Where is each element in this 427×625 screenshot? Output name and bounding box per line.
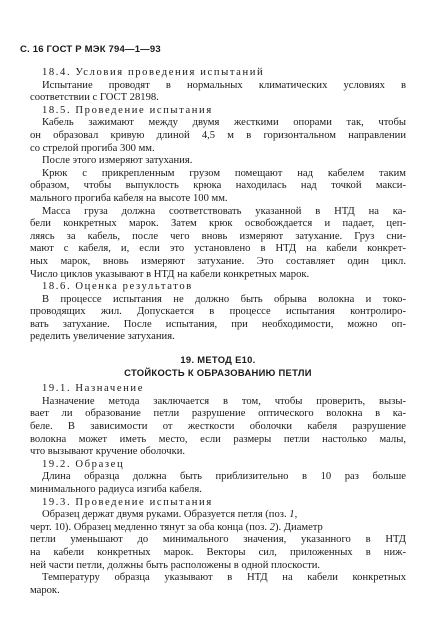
text-line: ляясь за кабель, после чего вновь измеряют затухание. Груз сни-	[30, 230, 406, 242]
text-line: вать затухание. После испытания, при необходимости, можно оп-	[30, 318, 406, 330]
text-line: на кабели конкретных марок. Векторы сил, приложенных в ниж-	[30, 546, 406, 558]
text-line: ней части петли, должны быть расположены в одной плоскости.	[30, 559, 321, 571]
subsection-heading-19-2: 19.2. Образец	[42, 458, 125, 470]
text-line: Крюк с прикрепленным грузом помещают над кабелем таким	[42, 167, 406, 179]
text-line: Назначение метода заключается в том, чтобы проверить, вызы-	[42, 395, 406, 407]
text-line: минимального радиуса изгиба кабеля.	[30, 484, 202, 495]
document-body	[30, 67, 406, 597]
text-line: Испытание проводят в нормальных климатических условиях в	[42, 79, 406, 91]
subsection-heading-19-1: 19.1. Назначение	[42, 383, 144, 395]
text-line: мального прогиба кабеля на высоте 100 мм.	[30, 192, 228, 204]
text-fragment: Образец держат двумя руками. Образуется петля (поз.	[42, 509, 287, 521]
text-line: мают с кабеля, и, если это установлено в НТД на кабели конкрет-	[30, 243, 406, 255]
text-line: В процессе испытания не должно быть обрыва волокна и токо-	[42, 293, 406, 305]
text-line: проводящих жил. Допускается в процессе испытания контролиро-	[30, 306, 406, 318]
text-line: ределить увеличение затухания.	[30, 331, 175, 343]
text-line	[30, 509, 406, 522]
text-fragment: ). Диаметр	[274, 521, 323, 533]
text-line: петли уменьшают до минимального значения, указанного в НТД	[30, 534, 406, 546]
text-line: образом, чтобы выпуклость крюка находилась над точкой макси-	[30, 180, 406, 192]
text-line: что вызывают кручение оболочки.	[30, 446, 186, 458]
text-line: Кабель зажимают между двумя жесткими опорами так, чтобы	[42, 117, 406, 129]
text-line: вает ли образование петли разрушение оптического волокна в ка-	[30, 408, 406, 420]
section-title-number: 19. МЕТОД Е10.	[180, 354, 256, 366]
text-line: Масса груза должна соответствовать указанной в НТД на ка-	[42, 205, 406, 217]
text-line: ных марок, вновь измеряют затухание. Это составляет один цикл.	[30, 255, 406, 267]
position-number: 1	[289, 509, 295, 521]
text-fragment: черт. 10). Образец медленно тянут за оба конца (поз.	[30, 521, 268, 533]
text-line: Длина образца должна быть приблизительно в 10 раз больше	[42, 471, 406, 483]
text-line: он образовал кривую длиной 4,5 м в горизонтальном направлении	[30, 129, 406, 141]
text-line: После этого измеряют затухания.	[42, 155, 193, 167]
section-title-name: СТОЙКОСТЬ К ОБРАЗОВАНИЮ ПЕТЛИ	[124, 366, 312, 378]
text-line: волокна может иметь место, если размеры петли настолько малы,	[30, 433, 406, 445]
subsection-heading-19-3: 19.3. Проведение испытания	[42, 496, 213, 508]
text-line: марок.	[30, 584, 60, 596]
text-line: Число циклов указывают в НТД на кабели конкретных марок.	[30, 268, 310, 280]
text-fragment: ,	[294, 509, 298, 521]
text-line: соответствии с ГОСТ 28198.	[30, 92, 159, 104]
text-line: Температуру образца указывают в НТД на кабели конкретных	[42, 572, 406, 584]
subsection-heading-18-6: 18.6. Оценка результатов	[42, 281, 193, 293]
text-line: беле. В зависимости от жесткости оболочки кабеля разрушение	[30, 421, 406, 433]
text-line: бели конкретных марок. Затем крюк освобождается и падает, цеп-	[30, 218, 406, 230]
text-line	[30, 522, 406, 535]
subsection-heading-18-5: 18.5. Проведение испытания	[42, 104, 213, 116]
subsection-heading-18-4: 18.4. Условия проведения испытаний	[42, 67, 265, 78]
spacer	[30, 344, 406, 354]
page-header: С. 16 ГОСТ Р МЭК 794—1—93	[20, 44, 161, 55]
text-line: со стрелой прогиба 300 мм.	[30, 142, 155, 154]
position-number: 2	[269, 521, 275, 533]
